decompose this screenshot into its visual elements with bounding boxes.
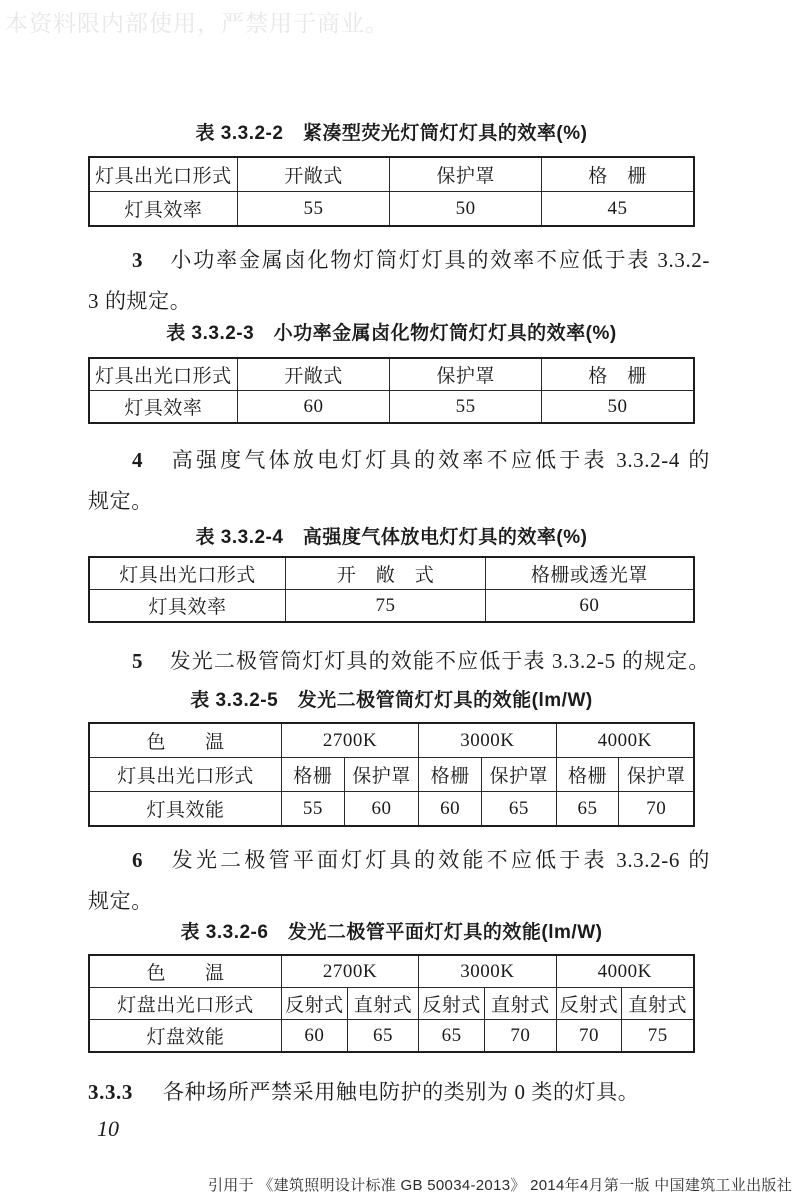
table-cell: 开 敞 式 [286,557,486,590]
table-cell: 格 栅 [542,358,694,391]
table-cell: 灯具效能 [89,792,281,827]
page-number: 10 [97,1116,119,1141]
table-cell: 保护罩 [482,758,556,792]
table-cell: 反射式 [419,988,485,1020]
table-cell: 70 [619,792,694,827]
table-cell: 灯具出光口形式 [89,157,237,192]
table-cell: 直射式 [347,988,418,1020]
paragraph-item-4 [88,440,710,522]
table-3-3-2-3-title: 表 3.3.2-3 小功率金属卤化物灯筒灯灯具的效率(%) [166,323,617,344]
table-cell: 60 [485,590,694,623]
table-cell: 格栅 [281,758,344,792]
table-3-3-2-3 [88,357,695,424]
table-cell: 保护罩 [390,157,542,192]
section-text: 各种场所严禁采用触电防护的类别为 0 类的灯具。 [163,1080,640,1104]
table-3-3-2-2 [88,156,695,227]
item-number: 6 [132,848,144,872]
table-cell: 格栅或透光罩 [485,557,694,590]
item-number: 3 [132,248,144,272]
table-3-3-2-6-title: 表 3.3.2-6 发光二极管平面灯灯具的效能(lm/W) [180,922,603,943]
paragraph-item-6 [88,840,710,922]
table-cell: 直射式 [622,988,694,1020]
table-cell: 直射式 [485,988,556,1020]
table-3-3-2-2-title: 表 3.3.2-2 紧凑型荧光灯筒灯灯具的效率(%) [195,123,588,144]
table-cell: 开敞式 [237,358,389,391]
table-cell: 2700K [281,955,418,988]
table-cell: 反射式 [281,988,347,1020]
table-3-3-2-5 [88,722,695,827]
table-cell: 45 [542,192,694,227]
table-cell: 65 [556,792,619,827]
table-cell: 65 [347,1020,418,1053]
table-cell: 格栅 [556,758,619,792]
item-number: 4 [132,448,144,472]
table-cell: 灯盘出光口形式 [89,988,281,1020]
table-cell: 60 [237,391,389,424]
table-cell: 55 [281,792,344,827]
paragraph-line: 3 的规定。 [88,289,192,313]
paragraph-line [88,840,710,881]
table-cell: 4000K [556,723,694,758]
table-cell: 65 [482,792,556,827]
table-cell: 55 [237,192,389,227]
table-cell: 55 [390,391,542,424]
footer-citation: 引用于 《建筑照明设计标准 GB 50034-2013》 2014年4月第一版 中国建筑工业出版社 [208,1177,792,1194]
table-cell: 70 [556,1020,622,1053]
paragraph-line [88,240,710,281]
table-cell: 3000K [419,955,556,988]
table-cell: 65 [419,1020,485,1053]
paragraph-item-5 [88,641,710,682]
table-3-3-2-4 [88,556,695,623]
table-cell: 反射式 [556,988,622,1020]
table-cell: 灯具效率 [89,192,237,227]
table-cell: 50 [390,192,542,227]
table-cell: 60 [419,792,482,827]
paragraph-line [88,641,710,682]
table-cell: 开敞式 [237,157,389,192]
table-cell: 色 温 [89,723,281,758]
table-cell: 60 [344,792,418,827]
table-3-3-2-6 [88,954,695,1053]
table-cell: 灯具出光口形式 [89,557,286,590]
table-cell: 格栅 [419,758,482,792]
table-cell: 保护罩 [390,358,542,391]
table-cell: 60 [281,1020,347,1053]
table-cell: 75 [286,590,486,623]
table-cell: 灯具效率 [89,391,237,424]
table-cell: 格 栅 [542,157,694,192]
table-cell: 保护罩 [344,758,418,792]
table-cell: 灯具效率 [89,590,286,623]
paragraph-text: 高强度气体放电灯灯具的效率不应低于表 3.3.2-4 的 [169,448,710,472]
table-cell: 2700K [281,723,418,758]
table-cell: 4000K [556,955,694,988]
table-cell: 灯具出光口形式 [89,758,281,792]
table-cell: 灯盘效能 [89,1020,281,1053]
table-3-3-2-4-title: 表 3.3.2-4 高强度气体放电灯灯具的效率(%) [195,527,588,548]
section-number: 3.3.3 [88,1080,133,1104]
section-3-3-3 [88,1076,728,1106]
table-3-3-2-5-title: 表 3.3.2-5 发光二极管筒灯灯具的效能(lm/W) [190,690,593,711]
table-cell: 75 [622,1020,694,1053]
paragraph-line [88,440,710,481]
table-cell: 50 [542,391,694,424]
table-cell: 保护罩 [619,758,694,792]
paragraph-text: 发光二极管平面灯灯具的效能不应低于表 3.3.2-6 的 [169,848,710,872]
table-cell: 灯具出光口形式 [89,358,237,391]
table-cell: 3000K [419,723,556,758]
paragraph-text: 发光二极管筒灯灯具的效能不应低于表 3.3.2-5 的规定。 [169,649,710,673]
item-number: 5 [132,649,144,673]
paragraph-text: 小功率金属卤化物灯筒灯灯具的效率不应低于表 3.3.2- [169,248,710,272]
paragraph-line: 规定。 [88,889,153,913]
watermark-text: 本资料限内部使用，严禁用于商业。 [5,10,389,36]
table-cell: 70 [485,1020,556,1053]
paragraph-line: 规定。 [88,489,153,513]
table-cell: 色 温 [89,955,281,988]
paragraph-item-3 [88,240,710,322]
